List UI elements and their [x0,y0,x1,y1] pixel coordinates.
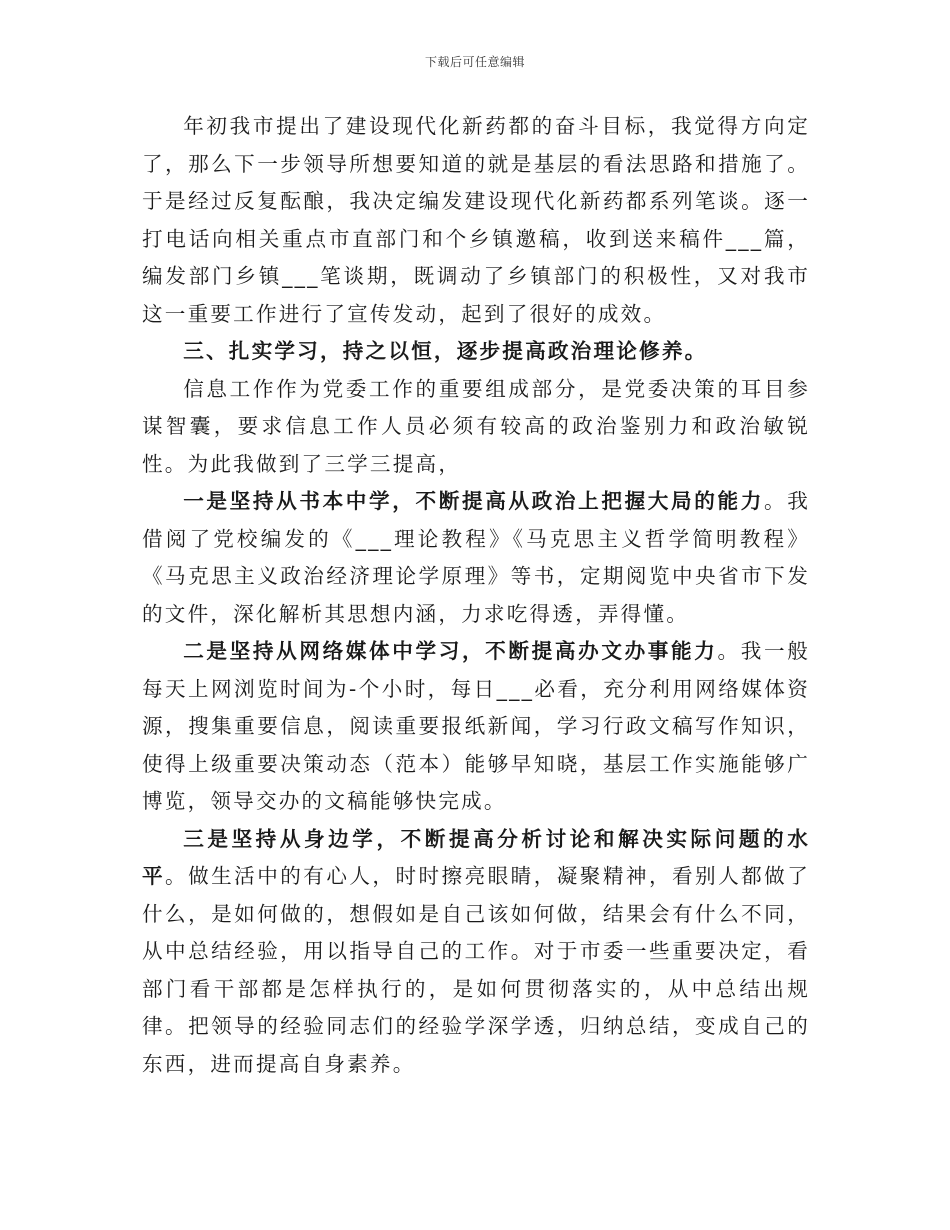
document-body [142,108,810,1083]
paragraph-point-three [142,821,810,1084]
page-header-note: 下载后可任意编辑 [424,55,525,69]
point-one-text: 。我借阅了党校编发的《___理论教程》《马克思主义哲学简明教程》《马克思主义政治经济理论学原理》等书，定期阅览中央省市下发的文件，深化解析其思想内涵，力求吃得透，弄得懂。 [142,489,810,626]
paragraph-goal: 年初我市提出了建设现代化新药都的奋斗目标，我觉得方向定了，那么下一步领导所想要知道的就是基层的看法思路和措施了。于是经过反复酝酿，我决定编发建设现代化新药都系列笔谈。逐一打电话向相关重点市直部门和个乡镇邀稿，收到送来稿件___篇，编发部门乡镇___笔谈期，既调动了乡镇部门的积极性，又对我市这一重要工作进行了宣传发动，起到了很好的成效。 [142,114,810,326]
point-two-lead: 二是坚持从网络媒体中学习，不断提高办文办事能力 [183,639,718,663]
point-three-lead: 三是坚持从身边学，不断提高分析讨论和解决实际问题的水平 [142,826,810,888]
section-heading-three: 三、扎实学习，持之以恒，逐步提高政治理论修养。 [183,339,708,363]
paragraph-point-two [142,633,810,821]
point-three-text: 。做生活中的有心人，时时擦亮眼睛，凝聚精神，看别人都做了什么，是如何做的，想假如是自己该如何做，结果会有什么不同，从中总结经验，用以指导自己的工作。对于市委一些重要决定，看部门看干部都是怎样执行的，是如何贯彻落实的，从中总结出规律。把领导的经验同志们的经验学深学透，归纳总结，变成自己的东西，进而提高自身素养。 [142,864,810,1076]
paragraph-intro: 信息工作作为党委工作的重要组成部分，是党委决策的耳目参谋智囊，要求信息工作人员必须有较高的政治鉴别力和政治敏锐性。为此我做到了三学三提高， [142,376,810,476]
point-two-text: 。我一般每天上网浏览时间为-个小时，每日___必看，充分利用网络媒体资源，搜集重要信息，阅读重要报纸新闻，学习行政文稿写作知识，使得上级重要决策动态（范本）能够早知晓，基层工作实施能够广博览，领导交办的文稿能够快完成。 [142,639,810,813]
point-one-lead: 一是坚持从书本中学，不断提高从政治上把握大局的能力 [183,489,764,513]
paragraph-point-one [142,483,810,633]
